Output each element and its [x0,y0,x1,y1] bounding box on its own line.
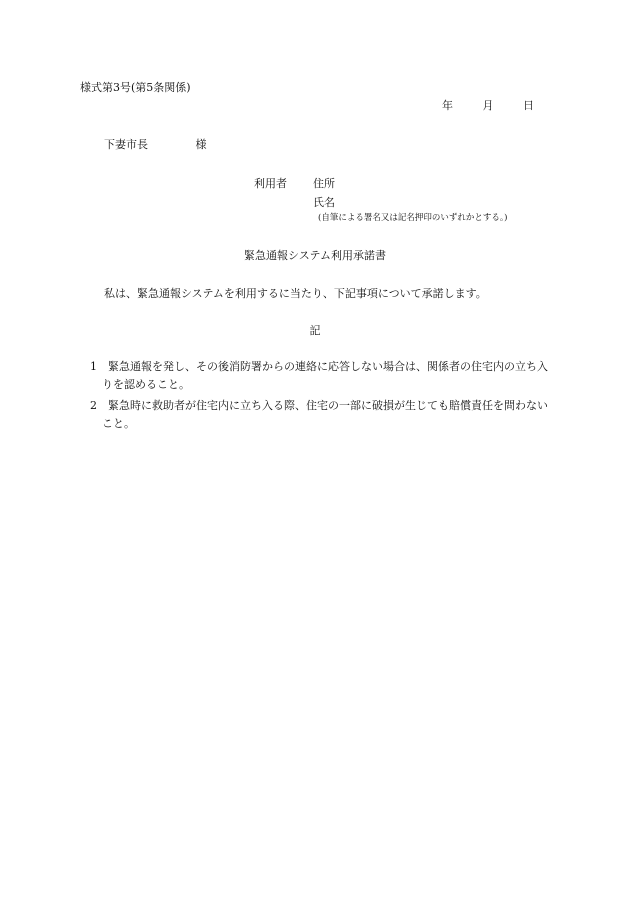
list-item [90,397,550,433]
signature-note: (自筆による署名又は記名押印のいずれかとする。) [318,213,508,223]
document-title: 緊急通報システム利用承諾書 [244,249,386,262]
applicant-role-label: 利用者 [254,177,287,190]
addressee-line [104,138,207,151]
applicant-address-label: 住所 [313,177,335,190]
addressee-name: 下妻市長 [104,138,148,151]
item-number: 1 [90,360,97,373]
date-month-label: 月 [482,99,494,112]
date-day-label: 日 [523,99,534,112]
ki-heading: 記 [309,324,321,337]
date-year-label: 年 [442,99,453,112]
item-number: 2 [90,399,97,412]
applicant-name-label: 氏名 [313,196,335,209]
item-text: 緊急通報を発し、その後消防署からの連絡に応答しない場合は、関係者の住宅内の立ち入りを認めること。 [102,360,548,391]
item-text: 緊急時に救助者が住宅内に立ち入る際、住宅の一部に破損が生じても賠償責任を問わないこと。 [102,399,548,430]
form-number: 様式第3号(第5条関係) [80,81,191,94]
date-line [442,99,552,112]
list-item [90,358,550,394]
addressee-honorific: 様 [195,138,207,151]
document-body: 私は、緊急通報システムを利用するに当たり、下記事項について承諾します。 [104,287,487,300]
